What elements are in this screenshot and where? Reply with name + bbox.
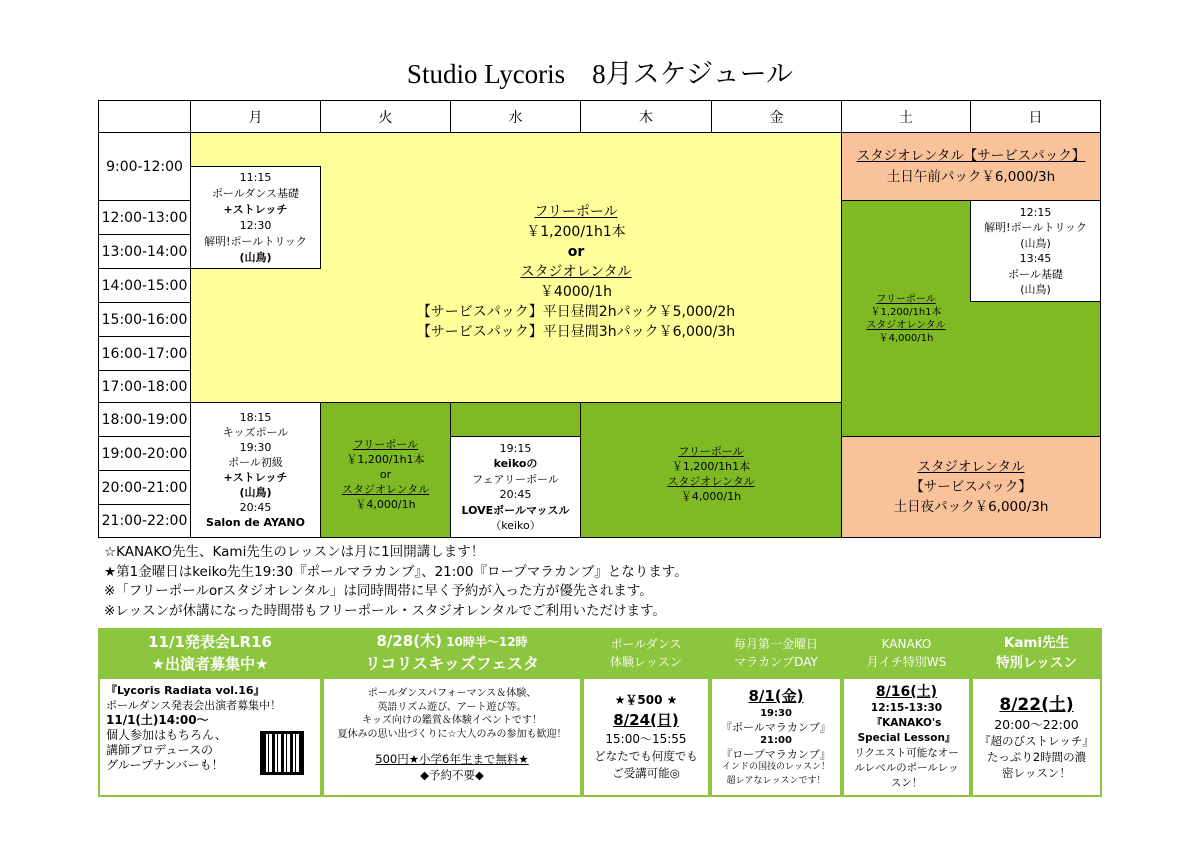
event-date: 8/24(日) xyxy=(613,711,679,729)
service-pack-2h: 【サービスパック】平日昼間2hパック￥5,000/2h xyxy=(416,303,736,320)
event-subtitle: 特別レッスン xyxy=(996,654,1077,671)
time-slot: 16:00-17:00 xyxy=(98,336,191,371)
event-kami-body xyxy=(971,677,1102,797)
tue-evening-block xyxy=(320,402,451,538)
weekend-night-block xyxy=(841,436,1101,538)
thu-fri-evening-block xyxy=(580,402,842,538)
event-date: 8/22(土) xyxy=(999,695,1074,715)
weekend-morning-block xyxy=(841,132,1101,201)
event-time: 10時半～12時 xyxy=(441,635,528,649)
event-time: 21:00 xyxy=(760,735,792,746)
lesson-name: Salon de AYANO xyxy=(206,516,305,529)
event-desc: 夏休みの思い出づくりに☆大人のみの参加も歓迎！ xyxy=(337,728,567,740)
free-pole-label: フリーポール xyxy=(352,437,419,451)
studio-rental-label: スタジオレンタル xyxy=(667,475,755,488)
event-desc: ポールダンス発表会出演者募集中！ xyxy=(106,699,282,712)
free-pole-price: ￥1,200/1h1本 xyxy=(526,223,626,240)
header-day-tue: 火 xyxy=(320,100,451,133)
studio-rental-label: スタジオレンタル xyxy=(866,319,946,331)
event-price: ★￥500 ★ xyxy=(614,693,678,707)
event-desc: どなたでも何度でも xyxy=(594,749,698,763)
event-subtitle: ★出演者募集中★ xyxy=(151,654,269,673)
event-desc: ご受講可能◎ xyxy=(612,766,680,780)
event-trial-body xyxy=(582,677,710,797)
lesson-name: キッズポール xyxy=(222,426,289,439)
note-line: ※レッスンが休講になった時間帯もフリーポール・スタジオレンタルでご利用いただけます。 xyxy=(104,602,666,619)
mon-evening-lessons xyxy=(190,402,321,538)
free-pole-label: フリーポール xyxy=(678,445,744,458)
lesson-name: keikoの xyxy=(493,457,538,470)
lesson-time: 12:15 xyxy=(1019,205,1052,219)
qr-code-image xyxy=(260,731,304,775)
event-time: 15:00～15:55 xyxy=(605,732,687,746)
service-pack-label: 【サービスパック】 xyxy=(910,479,1032,495)
event-trial-header xyxy=(582,628,710,677)
studio-rental-price: ￥4,000/1h xyxy=(355,497,416,511)
service-pack-label: スタジオレンタル【サービスパック】 xyxy=(856,147,1086,164)
header-corner xyxy=(98,100,191,133)
free-pole-price: ￥1,200/1h1本 xyxy=(671,460,751,473)
event-time: 19:30 xyxy=(760,708,792,719)
event-desc: ルレベルのポールレッ xyxy=(854,762,959,774)
service-pack-price: 土日夜パック￥6,000/3h xyxy=(893,499,1049,515)
event-date: 8/1(金) xyxy=(748,687,804,705)
page-title: Studio Lycoris 8月スケジュール xyxy=(406,59,794,89)
event-kanako-header xyxy=(842,628,971,677)
header-day-wed: 水 xyxy=(450,100,581,133)
lesson-name: 解明!ポールトリック xyxy=(984,221,1087,234)
lesson-instructor: (山鳥) xyxy=(239,486,272,499)
lesson-time: 12:30 xyxy=(239,218,272,232)
event-subtitle: マラカンブDAY xyxy=(734,654,818,669)
event-title: KANAKO xyxy=(881,636,932,651)
event-desc: ポールダンスパフォーマンス＆体験、 xyxy=(367,688,537,699)
event-recital-body xyxy=(98,677,322,797)
event-subtitle: 体験レッスン xyxy=(610,654,682,669)
header-day-thu: 木 xyxy=(580,100,712,133)
lesson-name: ポールダンス基礎 xyxy=(211,186,300,200)
event-lesson: Special Lesson』 xyxy=(857,732,956,744)
event-date-line xyxy=(376,630,527,653)
event-time: 12:15-13:30 xyxy=(870,702,943,714)
lesson-time: 11:15 xyxy=(239,170,272,184)
event-price: 500円★小学6年生まで無料★ xyxy=(375,752,529,766)
schedule-notes xyxy=(104,543,688,621)
event-date: 8/28(木) xyxy=(376,632,442,650)
lesson-time: 19:30 xyxy=(239,441,272,454)
event-recital-header xyxy=(98,628,322,677)
event-lesson: 『ロープマラカンブ』 xyxy=(721,747,831,761)
event-malakhamb-body xyxy=(710,677,842,797)
event-name: 『Lycoris Radiata vol.16』 xyxy=(106,684,265,697)
lesson-name: ポール基礎 xyxy=(1008,267,1063,281)
header-day-mon: 月 xyxy=(190,100,321,133)
time-slot: 15:00-16:00 xyxy=(98,302,191,337)
header-day-sat: 土 xyxy=(841,100,971,133)
studio-rental-price: ￥4000/1h xyxy=(539,283,613,300)
event-desc: インドの国技のレッスン！ xyxy=(722,762,830,772)
time-slot: 19:00-20:00 xyxy=(98,436,191,471)
event-desc: 講師プロデュースの xyxy=(106,743,214,757)
event-title: ポールダンス xyxy=(610,636,682,651)
event-time: 20:00～22:00 xyxy=(994,717,1079,732)
lesson-name: 解明!ポールトリック xyxy=(204,234,307,248)
event-desc: グループナンバーも！ xyxy=(106,758,224,772)
studio-rental-label: スタジオレンタル xyxy=(341,482,430,496)
event-note: ◆予約不要◆ xyxy=(420,768,484,782)
lesson-time: 20:45 xyxy=(239,501,272,514)
lesson-name: +ストレッチ xyxy=(223,202,288,216)
event-kids-header xyxy=(322,628,582,677)
time-slot: 17:00-18:00 xyxy=(98,370,191,403)
lesson-instructor: (山鳥) xyxy=(239,250,272,264)
time-slot: 13:00-14:00 xyxy=(98,234,191,269)
studio-rental-price: ￥4,000/1h xyxy=(680,490,742,503)
service-pack-price: 土日午前パック￥6,000/3h xyxy=(886,168,1056,185)
free-pole-price: ￥1,200/1h1本 xyxy=(346,452,425,466)
header-day-fri: 金 xyxy=(711,100,842,133)
event-desc: 英語リズム遊び、アート遊び等。 xyxy=(377,701,527,713)
event-title: 毎月第一金曜日 xyxy=(733,636,818,651)
lesson-time: 20:45 xyxy=(499,488,532,501)
wed-evening-lessons xyxy=(450,436,581,538)
note-line: ☆KANAKO先生、Kami先生のレッスンは月に1回開講します！ xyxy=(104,544,485,560)
event-title: 11/1発表会LR16 xyxy=(148,632,272,651)
lesson-instructor: (山鳥) xyxy=(1020,236,1051,250)
studio-rental-label: スタジオレンタル xyxy=(917,459,1025,475)
service-pack-3h: 【サービスパック】平日昼間3hパック￥6,000/3h xyxy=(416,323,736,340)
time-slot: 14:00-15:00 xyxy=(98,268,191,303)
lesson-instructor: （keiko） xyxy=(490,519,541,532)
time-slot: 21:00-22:00 xyxy=(98,504,191,538)
event-desc: 個人参加はもちろん、 xyxy=(106,728,227,742)
event-date: 8/16(土) xyxy=(875,684,938,700)
lesson-name: フェアリーポール xyxy=(472,472,559,486)
event-title: リコリスキッズフェスタ xyxy=(364,654,540,673)
event-lesson: 『ポールマラカンブ』 xyxy=(721,720,831,734)
lesson-instructor: (山鳥) xyxy=(1020,283,1051,296)
event-desc: キッズ向けの鑑賞＆体験イベントです！ xyxy=(362,715,542,726)
event-lesson: 『KANAKO's xyxy=(871,717,942,729)
event-title: Kami先生 xyxy=(1003,634,1070,651)
event-kids-body xyxy=(322,677,582,797)
lesson-name: ポール初級 xyxy=(228,456,283,469)
header-day-sun: 日 xyxy=(970,100,1101,133)
event-kami-header xyxy=(971,628,1102,677)
lesson-time: 18:15 xyxy=(239,411,272,424)
event-kanako-body xyxy=(842,677,971,797)
time-slot: 12:00-13:00 xyxy=(98,200,191,235)
lesson-name: +ストレッチ xyxy=(223,471,288,484)
free-pole-price: ￥1,200/1h1本 xyxy=(870,306,942,318)
free-pole-label: フリーポール xyxy=(876,293,936,305)
event-desc: 超レアなレッスンです！ xyxy=(726,775,826,786)
studio-rental-price: ￥4,000/1h xyxy=(878,332,934,344)
or-label: or xyxy=(567,243,585,260)
time-slot: 18:00-19:00 xyxy=(98,402,191,437)
event-lesson: 『超のびストレッチ』 xyxy=(979,734,1094,748)
free-pole-label: フリーポール xyxy=(534,203,618,220)
event-desc: たっぷり2時間の濃 xyxy=(986,750,1087,764)
or-label: or xyxy=(379,467,392,481)
studio-rental-label: スタジオレンタル xyxy=(520,263,632,280)
lesson-time: 13:45 xyxy=(1019,252,1052,265)
lesson-name: LOVEポールマッスル xyxy=(461,503,570,517)
time-slot: 20:00-21:00 xyxy=(98,470,191,505)
event-desc: 密レッスン！ xyxy=(1002,766,1071,780)
note-line: ※「フリーポールorスタジオレンタル」は同時間帯に早く予約が入った方が優先されます。 xyxy=(104,583,653,599)
sun-day-lessons xyxy=(970,200,1101,302)
event-desc: スン！ xyxy=(890,777,923,789)
event-subtitle: 月イチ特別WS xyxy=(866,654,947,669)
event-malakhamb-header xyxy=(710,628,842,677)
note-line: ★第1金曜日はkeiko先生19:30『ポールマラカンブ』、21:00『ロープマラカンブ』となります。 xyxy=(104,563,688,580)
time-slot: 9:00-12:00 xyxy=(98,132,191,201)
lesson-time: 19:15 xyxy=(499,441,532,455)
mon-day-lessons xyxy=(190,166,321,269)
event-date: 11/1(土)14:00～ xyxy=(106,713,209,727)
event-desc: リクエスト可能なオー xyxy=(854,747,959,759)
